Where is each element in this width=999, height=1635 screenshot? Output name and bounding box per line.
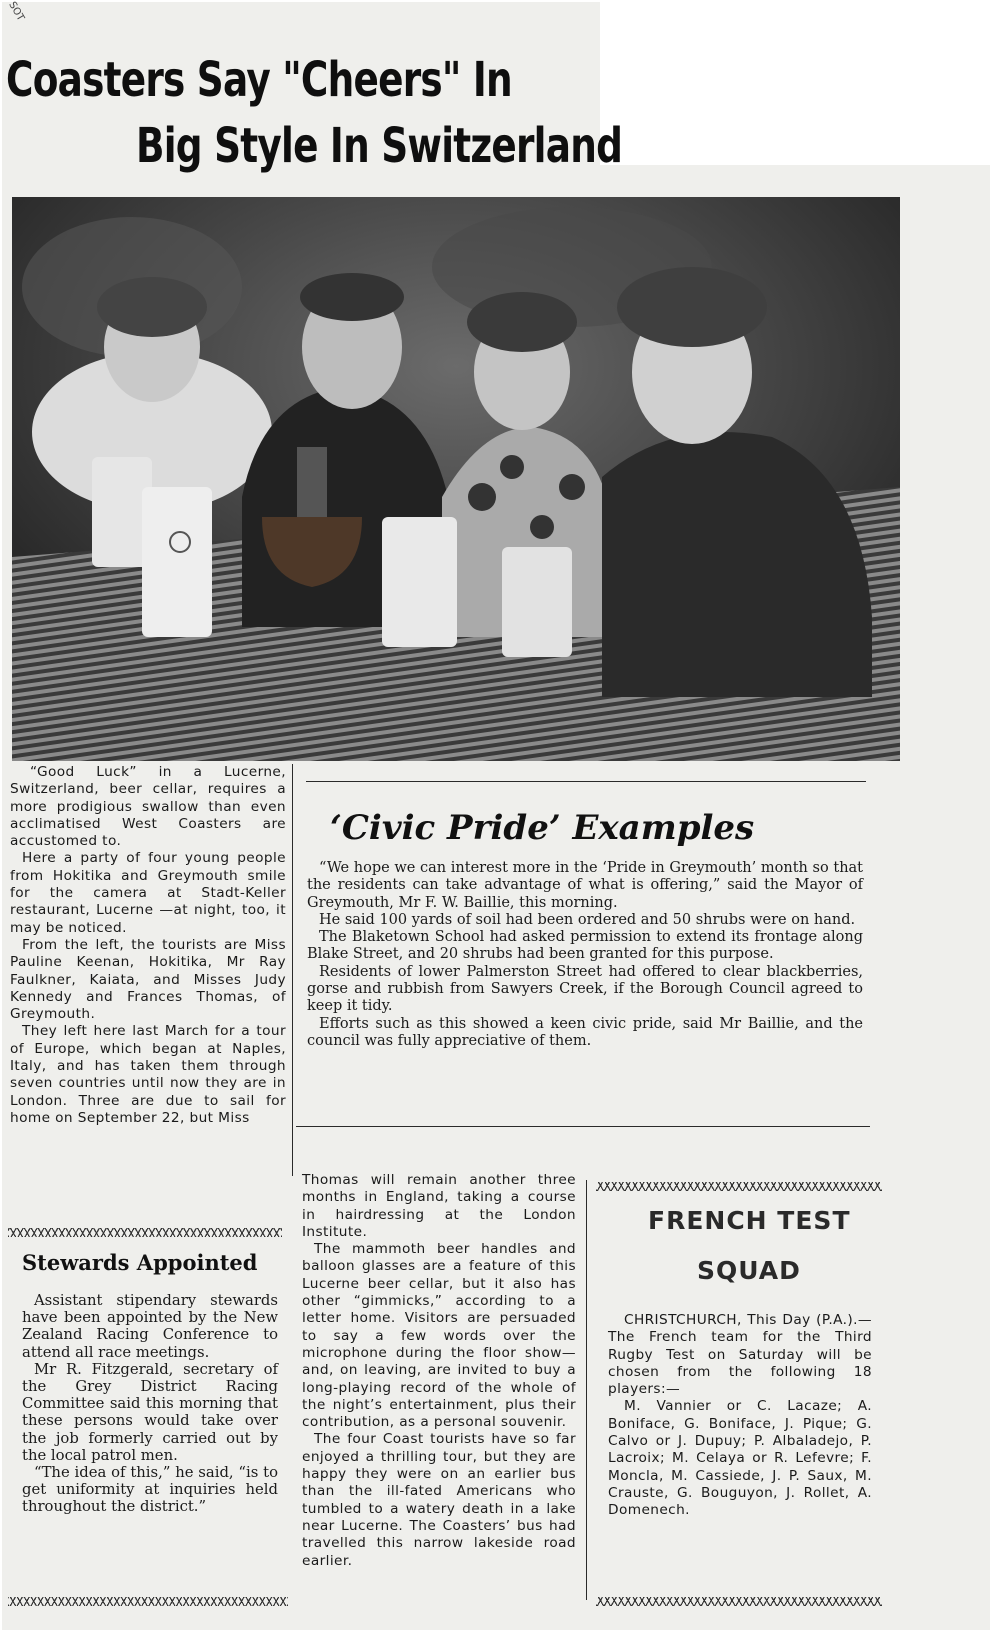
french-paragraph: M. Vannier or C. Lacaze; A. Boniface, G. Boniface, J. Pique; G. Calvo or J. Dupuy; P. Albaladejo, P. Lacroix; M. Celaya or R. Lefevre; F. Moncla, M. Cassiede, J. P. Saux, M. Crauste, G. Bouguyon, J. Rollet, A. Domenech. xyxy=(608,1398,872,1519)
headline-line-1: Coasters Say "Cheers" In xyxy=(6,52,512,108)
civic-paragraph: Residents of lower Palmerston Street had offered to clear blackberries, gorse and rubbish from Sawyers Creek, if the Borough Council agreed to keep it tidy. xyxy=(307,963,863,1015)
french-paragraph: CHRISTCHURCH, This Day (P.A.).—The French team for the Third Rugby Test on Saturday will be chosen from the following 18 players:— xyxy=(608,1312,872,1398)
caption-continuation xyxy=(302,1172,576,1570)
photo-caption xyxy=(10,764,286,1127)
continuation-paragraph: Thomas will remain another three months in England, taking a course in hairdressing at the London Institute. xyxy=(302,1172,576,1240)
civic-pride-article xyxy=(307,860,863,1050)
wavy-divider-french xyxy=(596,1182,882,1191)
continuation-paragraph: The mammoth beer handles and balloon glasses are a feature of this Lucerne beer cellar, but it also has other “gimmicks,” according to a letter home. Visitors are persuaded to say a few words over the microphone during the floor show—and, on leaving, are invited to buy a long-playing record of the whole of the night’s entertainment, plus their contribution, as a personal souvenir. xyxy=(302,1241,576,1431)
wavy-divider xyxy=(8,1228,282,1237)
column-divider-right xyxy=(586,1180,587,1600)
caption-paragraph: They left here last March for a tour of Europe, which began at Naples, Italy, and has taken them through seven countries until now they are in London. Three are due to sail for home on September 22, but Miss xyxy=(10,1023,286,1126)
civic-paragraph: The Blaketown School had asked permission to extend its frontage along Blake Street, and 20 shrubs had been granted for this purpose. xyxy=(307,929,863,963)
bottom-wavy-left xyxy=(8,1597,288,1606)
civic-top-rule xyxy=(306,781,866,782)
stewards-paragraph: “The idea of this,” he said, “is to get uniformity at inquiries held throughout the district.” xyxy=(22,1464,278,1516)
caption-paragraph: “Good Luck” in a Lucerne, Switzerland, beer cellar, requires a more prodigious swallow than even acclimatised West Coasters are accustomed to. xyxy=(10,764,286,850)
french-squad-title-line-1: FRENCH TEST xyxy=(648,1206,851,1235)
civic-paragraph: Efforts such as this showed a keen civic pride, said Mr Baillie, and the council was fully appreciative of them. xyxy=(307,1015,863,1049)
beer-cellar-photo xyxy=(12,197,900,761)
stewards-article xyxy=(22,1292,278,1516)
stewards-paragraph: Assistant stipendary stewards have been appointed by the New Zealand Racing Conference to attend all race meetings. xyxy=(22,1292,278,1361)
french-squad-title-line-2: SQUAD xyxy=(697,1256,801,1285)
civic-pride-title: ‘Civic Pride’ Examples xyxy=(330,808,755,848)
caption-paragraph: Here a party of four young people from Hokitika and Greymouth smile for the camera at Stadt-Keller restaurant, Lucerne —at night, too, it may be noticed. xyxy=(10,850,286,936)
civic-paragraph: “We hope we can interest more in the ‘Pride in Greymouth’ month so that the residents can take advantage of what is offering,” said the Mayor of Greymouth, Mr F. W. Baillie, this morning. xyxy=(307,860,863,911)
stewards-appointed-title: Stewards Appointed xyxy=(22,1250,258,1275)
headline-line-2: Big Style In Switzerland xyxy=(136,118,623,174)
french-squad-article xyxy=(608,1312,872,1520)
civic-paragraph: He said 100 yards of soil had been ordered and 50 shrubs were on hand. xyxy=(319,911,856,928)
civic-bottom-rule xyxy=(296,1126,870,1127)
column-divider xyxy=(292,764,293,1176)
stewards-paragraph: Mr R. Fitzgerald, secretary of the Grey District Racing Committee said this morning that these persons would take over the job formerly carried out by the local patrol men. xyxy=(22,1360,278,1464)
bottom-wavy-right xyxy=(596,1597,882,1606)
continuation-paragraph: The four Coast tourists have so far enjoyed a thrilling tour, but they are happy they were on an earlier bus than the ill-fated Americans who tumbled to a watery death in a lake near Lucerne. The Coasters’ bus had travelled this narrow lakeside road earlier. xyxy=(302,1431,576,1569)
caption-paragraph: From the left, the tourists are Miss Pauline Keenan, Hokitika, Mr Ray Faulkner, Kaiata, and Misses Judy Kennedy and Frances Thomas, of Greymouth. xyxy=(10,936,286,1023)
corner-mark: SOT xyxy=(6,0,27,24)
